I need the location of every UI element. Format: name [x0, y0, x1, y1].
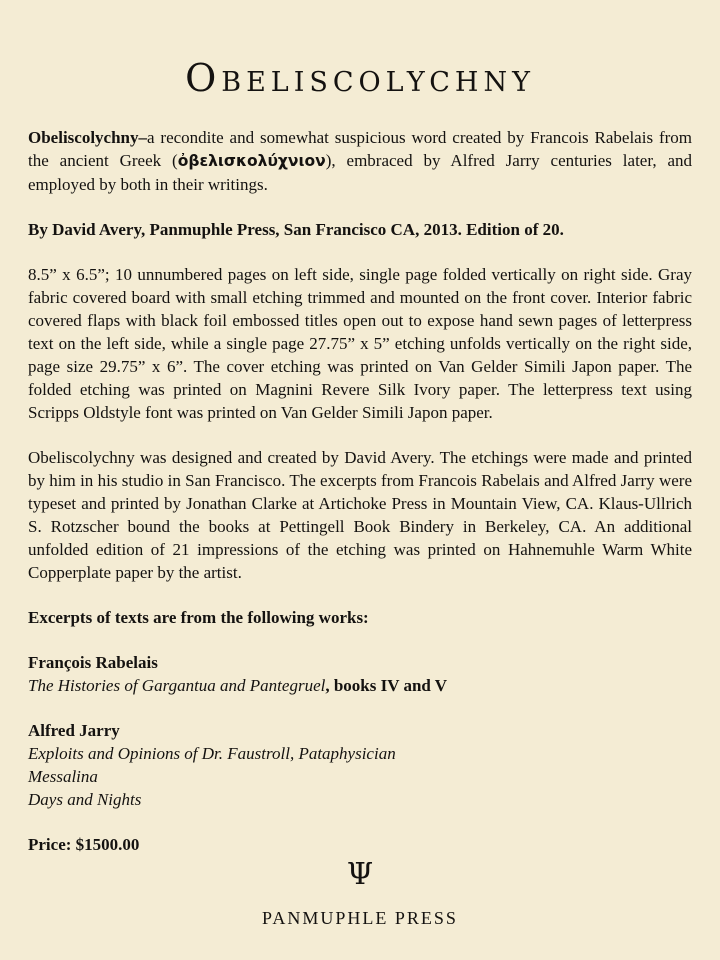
publisher-name: PANMUPHLE PRESS	[262, 908, 458, 928]
intro-text-a: a recondite and somewhat suspicious word created by Francois Rabelais from the ancient Greek (	[28, 128, 692, 170]
author-name: François Rabelais	[28, 653, 158, 672]
work-title: The Histories of Gargantua and Pantegruel	[28, 676, 326, 695]
greek-word: ὀβελισκολύχνιον	[177, 152, 326, 170]
main-content	[28, 126, 692, 856]
work-title: Days and Nights	[28, 790, 142, 809]
intro-text-b: ), embraced by Alfred Jarry centuries later, and employed by both in their writings.	[28, 151, 692, 194]
byline: By David Avery, Panmuphle Press, San Francisco CA, 2013. Edition of 20.	[28, 220, 564, 239]
page-title: Obeliscolychny	[185, 56, 535, 100]
work-title: Messalina	[28, 767, 98, 786]
credits-paragraph: Obeliscolychny was designed and created by David Avery. The etchings were made and printed by him in his studio in San Francisco. The excerpts from Francois Rabelais and Alfred Jarry were typeset and printed by Jonathan Clarke at Artichoke Press in Mountain View, CA. Klaus-Ullrich S. Rotzscher bound the books at Pettingell Book Bindery in Berkeley, CA. An additional unfolded edition of 21 impressions of the etching was printed on Hahnemuhle Warm White Copperplate paper by the artist.	[28, 448, 692, 582]
excerpts-heading: Excerpts of texts are from the following works:	[28, 608, 369, 627]
work-title: Exploits and Opinions of Dr. Faustroll, Pataphysician	[28, 744, 396, 763]
work-suffix: , books IV and V	[325, 676, 448, 695]
intro-paragraph	[28, 126, 692, 196]
psi-logo-icon: Ψ	[346, 857, 374, 892]
price: Price: $1500.00	[28, 835, 140, 854]
author-name: Alfred Jarry	[28, 721, 120, 740]
intro-term: Obeliscolychny	[28, 128, 139, 147]
intro-dash: –	[138, 128, 148, 147]
work-entry	[28, 674, 692, 697]
description-paragraph: 8.5” x 6.5”; 10 unnumbered pages on left side, single page folded vertically on right side. Gray fabric covered board with small etching trimmed and mounted on the front cover. Interior fabric covered flaps with black foil embossed titles open out to expose hand sewn pages of letterpress text on the left side, while a single page 27.75” x 5” etching unfolds vertically on the right side, page size 29.75” x 6”. The cover etching was printed on Van Gelder Simili Japon paper. The folded etching was printed on Magnini Revere Silk Ivory paper. The letterpress text using Scripps Oldstyle font was printed on Van Gelder Simili Japon paper.	[28, 265, 692, 422]
